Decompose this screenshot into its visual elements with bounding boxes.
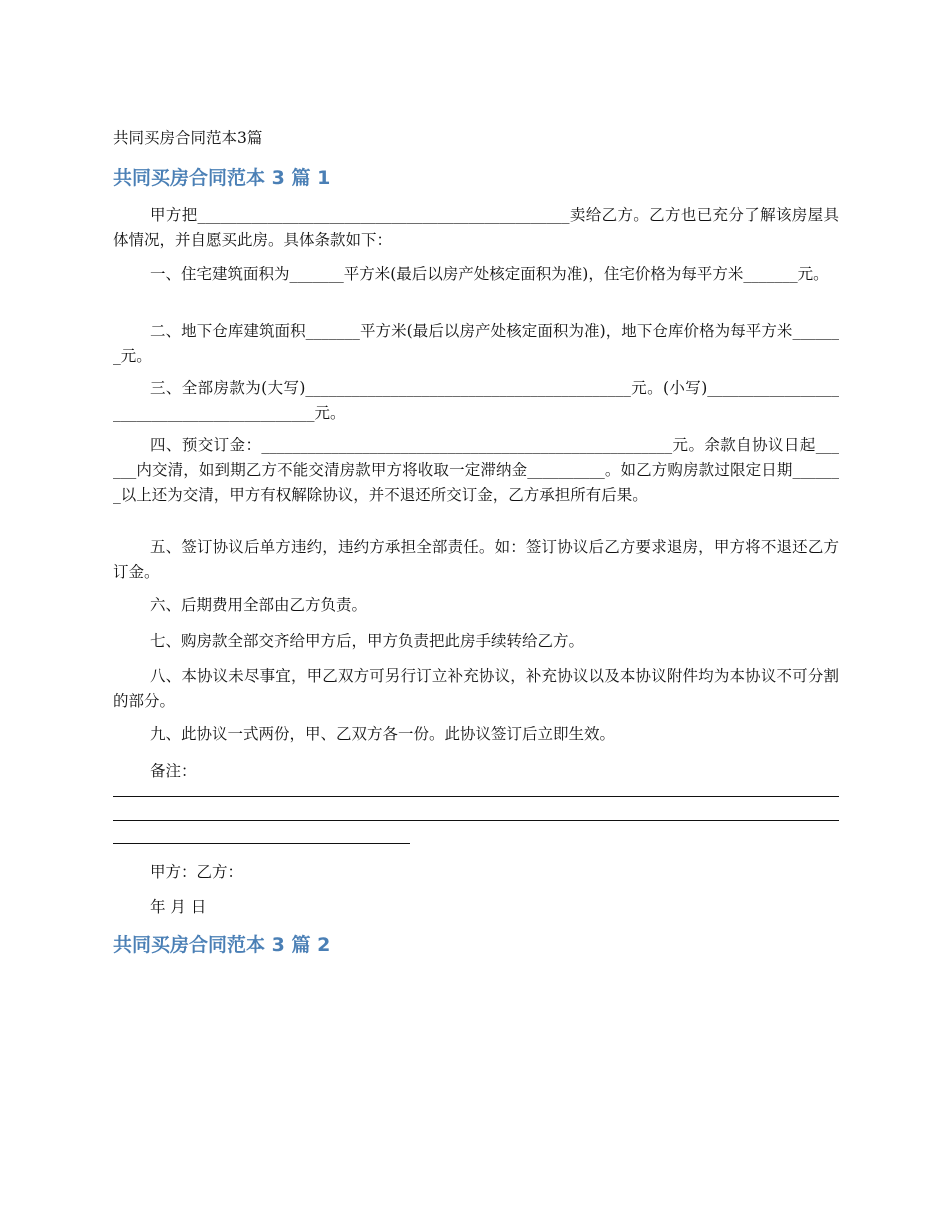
paragraph-clause-7: 七、购房款全部交齐给甲方后，甲方负责把此房手续转给乙方。 [150, 632, 585, 650]
notes-blank-line-2 [113, 820, 839, 821]
paragraph-clause-4: 四、预交订金：_____________________________________________________元。余款自协议日起______内交清，如到期乙方不能交清房款甲方将收取一定滞纳金__________。如乙方购房款过限定日期_______以上还为交清，甲方有权解除协议，并不退还所交订金，乙方承担所有后果。 [113, 436, 839, 504]
section-heading-1: 共同买房合同范本 3 篇 1 [113, 167, 331, 189]
paragraph-clause-5: 五、签订协议后单方违约，违约方承担全部责任。如：签订协议后乙方要求退房，甲方将不退还乙方订金。 [113, 538, 839, 581]
paragraph-clause-6: 六、后期费用全部由乙方负责。 [150, 596, 368, 614]
paragraph-clause-3: 三、全部房款为(大写)__________________________________________元。(小写)___________________________________________元。 [113, 379, 839, 422]
signature-date: 年 月 日 [150, 898, 207, 916]
paragraph-clause-8: 八、本协议未尽事宜，甲乙双方可另行订立补充协议，补充协议以及本协议附件均为本协议不可分割的部分。 [113, 667, 839, 710]
signature-parties: 甲方：乙方： [150, 863, 244, 881]
document-title: 共同买房合同范本3篇 [113, 129, 263, 147]
section-heading-2: 共同买房合同范本 3 篇 2 [113, 934, 331, 956]
notes-blank-line-1 [113, 796, 839, 797]
paragraph-notes-label: 备注： [150, 762, 197, 780]
paragraph-intro: 甲方把________________________________________________卖给乙方。乙方也已充分了解该房屋具体情况，并自愿买此房。具体条款如下： [113, 206, 839, 249]
paragraph-clause-2: 二、地下仓库建筑面积_______平方米(最后以房产处核定面积为准)，地下仓库价格为每平方米_______元。 [113, 322, 839, 365]
paragraph-clause-1: 一、住宅建筑面积为_______平方米(最后以房产处核定面积为准)，住宅价格为每平方米_______元。 [150, 265, 829, 283]
paragraph-clause-9: 九、此协议一式两份，甲、乙双方各一份。此协议签订后立即生效。 [150, 725, 616, 743]
notes-blank-line-3 [113, 843, 410, 844]
